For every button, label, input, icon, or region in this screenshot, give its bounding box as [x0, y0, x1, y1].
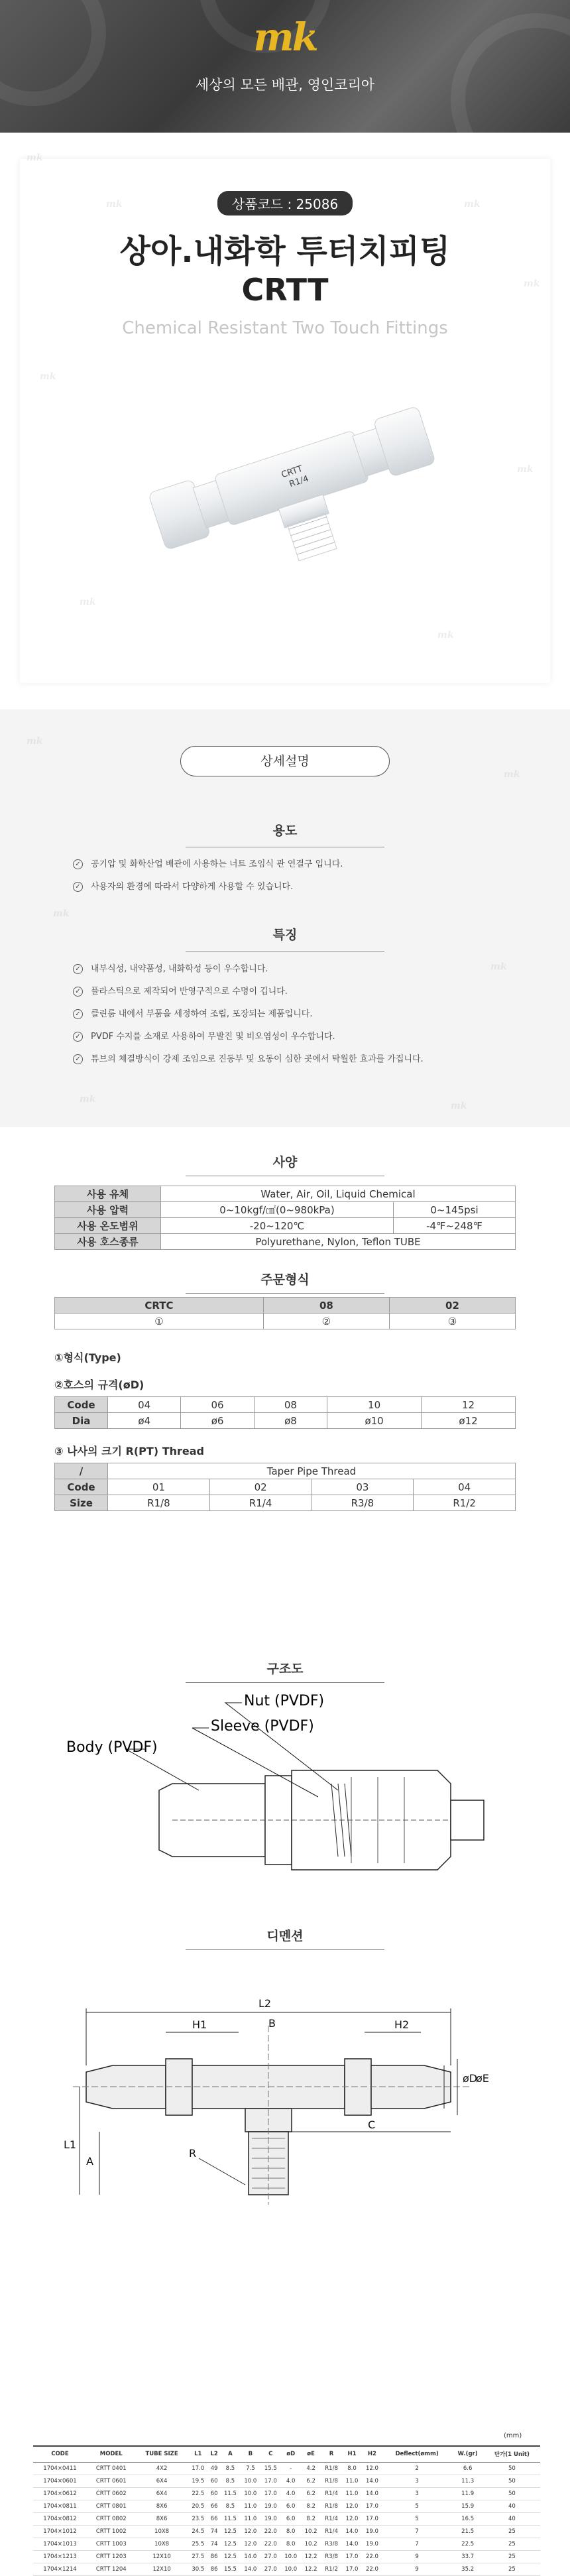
check-icon: ✓ — [73, 1032, 83, 1042]
dimension-cell: 10.0 — [280, 2563, 300, 2575]
dimension-cell: 8.5 — [220, 2462, 240, 2475]
hose-code-row: Code 04 06 08 10 12 — [55, 1397, 516, 1413]
dimension-column-header: Deflect(ømm) — [382, 2446, 452, 2462]
dimension-cell: 11.0 — [342, 2475, 362, 2487]
nut-label: Nut (PVDF) — [244, 1693, 325, 1709]
dimension-cell: R1/4 — [321, 2512, 341, 2525]
dimension-cell: 5 — [382, 2512, 452, 2525]
thread-table — [54, 1463, 516, 1511]
spec-row: 사용 호스종류 Polyurethane, Nylon, Teflon TUBE — [55, 1234, 516, 1250]
dimension-cell: 15.5 — [260, 2462, 280, 2475]
dimension-cell: 12.2 — [301, 2563, 321, 2575]
dimension-cell: 17.0 — [188, 2462, 208, 2475]
order-heading — [0, 1270, 570, 1294]
dimension-cell: 1704×0812 — [33, 2512, 87, 2525]
dimension-cell: 50 — [484, 2487, 540, 2500]
dimension-cell: 12X10 — [136, 2563, 188, 2575]
dimension-table-row — [33, 2512, 540, 2525]
dimension-cell: 9 — [382, 2563, 452, 2575]
feature-item-5: ✓ 튜브의 체결방식이 강제 조임으로 진동부 및 요동이 심한 곳에서 탁월한 효과를 가집니다. — [73, 1052, 424, 1064]
dimension-cell: R1/8 — [321, 2500, 341, 2512]
dimension-cell: 40 — [484, 2500, 540, 2512]
dimension-cell: 16.5 — [452, 2512, 484, 2525]
sleeve-label: Sleeve (PVDF) — [211, 1718, 314, 1735]
dim-label-l1: L1 — [64, 2138, 77, 2151]
dimension-cell: R3/8 — [321, 2550, 341, 2563]
dimension-cell: 4.0 — [280, 2475, 300, 2487]
dimension-cell: CRTT 0601 — [87, 2475, 136, 2487]
dimension-cell: 22.0 — [362, 2550, 382, 2563]
dimension-column-header: H1 — [342, 2446, 362, 2462]
dimension-unit: (mm) — [504, 2432, 522, 2439]
dimension-table-header — [33, 2446, 540, 2462]
dimension-table-row — [33, 2550, 540, 2563]
structure-diagram — [66, 1691, 504, 1890]
feature-item-3: ✓ 클린룸 내에서 부품을 세정하여 조립, 포장되는 제품입니다. — [73, 1007, 312, 1019]
order-code-table — [54, 1297, 516, 1329]
spec-section — [0, 1127, 570, 1598]
dimension-table-row — [33, 2563, 540, 2575]
dimension-cell: - — [280, 2462, 300, 2475]
dimension-cell: 30.5 — [188, 2563, 208, 2575]
dimension-cell: 11.0 — [241, 2500, 260, 2512]
dimension-table-row — [33, 2538, 540, 2550]
dimension-cell: 22.5 — [188, 2487, 208, 2500]
dimension-cell: 2 — [382, 2462, 452, 2475]
dimension-cell: 60 — [208, 2487, 220, 2500]
dimension-heading — [0, 1926, 570, 1950]
order-title: 주문형식 — [260, 1272, 310, 1287]
dimension-cell: 33.7 — [452, 2550, 484, 2563]
type-label: ①형식(Type) — [54, 1351, 121, 1364]
brand-logo-text: mk — [253, 15, 317, 60]
dim-label-c: C — [368, 2118, 376, 2131]
dimension-cell: 27.0 — [260, 2563, 280, 2575]
dim-label-h2: H2 — [394, 2018, 410, 2031]
dimension-cell: 12.0 — [342, 2500, 362, 2512]
dimension-cell: 22.0 — [260, 2538, 280, 2550]
dimension-column-header: R — [321, 2446, 341, 2462]
dimension-cell: 17.0 — [342, 2550, 362, 2563]
dim-label-h1: H1 — [192, 2018, 207, 2031]
features-heading — [0, 925, 570, 951]
dimension-cell: 60 — [208, 2475, 220, 2487]
feature-item-2: ✓ 플라스틱으로 제작되어 반영구적으로 수명이 깁니다. — [73, 984, 288, 997]
structure-section — [0, 1598, 570, 2573]
dim-label-r: R — [189, 2147, 197, 2160]
detail-tab: 상세설명 — [180, 746, 390, 776]
spec-row: 사용 유체 Water, Air, Oil, Liquid Chemical — [55, 1186, 516, 1202]
usage-item-1: ✓ 공기압 및 화학산업 배관에 사용하는 너트 조임식 관 연결구 입니다. — [73, 857, 343, 869]
dimension-cell: 50 — [484, 2462, 540, 2475]
spec-title: 사양 — [272, 1155, 298, 1170]
dimension-cell: CRTT 0801 — [87, 2500, 136, 2512]
dimension-cell: R1/8 — [321, 2475, 341, 2487]
check-icon: ✓ — [73, 964, 83, 974]
thread-size-row: Size R1/8 R1/4 R3/8 R1/2 — [55, 1495, 516, 1511]
usage-item-2: ✓ 사용자의 환경에 따라서 다양하게 사용할 수 있습니다. — [73, 879, 293, 892]
dimension-cell: 7 — [382, 2538, 452, 2550]
dimension-cell: 8.5 — [220, 2475, 240, 2487]
dimension-cell: 35.2 — [452, 2563, 484, 2575]
product-code — [0, 191, 570, 215]
dimension-column-header: W.(gr) — [452, 2446, 484, 2462]
dimension-cell: 23.5 — [188, 2512, 208, 2525]
dimension-cell: 49 — [208, 2462, 220, 2475]
dimension-column-header: 단가(1 Unit) — [484, 2446, 540, 2462]
dimension-cell: 14.0 — [241, 2550, 260, 2563]
dimension-cell: 11.3 — [452, 2475, 484, 2487]
dimension-cell: CRTT 0802 — [87, 2512, 136, 2525]
usage-heading — [0, 821, 570, 847]
dimension-cell: 25 — [484, 2550, 540, 2563]
dimension-cell: 3 — [382, 2487, 452, 2500]
spec-row: 사용 압력 0~10kgf/㎠(0~980kPa) 0~145psi — [55, 1202, 516, 1218]
dimension-cell: 5 — [382, 2500, 452, 2512]
dimension-cell: 66 — [208, 2512, 220, 2525]
product-image — [142, 385, 447, 583]
dimension-cell: 14.0 — [342, 2525, 362, 2538]
dimension-cell: 3 — [382, 2475, 452, 2487]
thread-header-row: / Taper Pipe Thread — [55, 1463, 516, 1479]
dimension-cell: 1704×0811 — [33, 2500, 87, 2512]
dimension-cell: 1704×1213 — [33, 2550, 87, 2563]
check-icon: ✓ — [73, 1054, 83, 1064]
dimension-cell: 8.2 — [301, 2512, 321, 2525]
dimension-cell: 10.2 — [301, 2525, 321, 2538]
dimension-cell: 24.5 — [188, 2525, 208, 2538]
dimension-cell: 6X4 — [136, 2487, 188, 2500]
dimension-cell: 20.5 — [188, 2500, 208, 2512]
dimension-cell: 9 — [382, 2550, 452, 2563]
dimension-cell: 6.2 — [301, 2487, 321, 2500]
check-icon: ✓ — [73, 987, 83, 997]
dimension-cell: 50 — [484, 2475, 540, 2487]
dimension-cell: 1704×0612 — [33, 2487, 87, 2500]
thread-code-row: Code 01 02 03 04 — [55, 1479, 516, 1495]
product-title: 상아.내화학 투터치피팅 — [119, 233, 451, 270]
dimension-table-row — [33, 2525, 540, 2538]
usage-title: 용도 — [272, 824, 298, 838]
dimension-cell: 10.0 — [241, 2487, 260, 2500]
dimension-cell: 19.0 — [362, 2525, 382, 2538]
dimension-cell: 22.5 — [452, 2538, 484, 2550]
dimension-cell: 11.9 — [452, 2487, 484, 2500]
check-icon: ✓ — [73, 859, 83, 869]
dimension-cell: 6X4 — [136, 2475, 188, 2487]
dimension-cell: R1/8 — [321, 2462, 341, 2475]
dimension-cell: 27.0 — [260, 2550, 280, 2563]
dimension-cell: 1704×1214 — [33, 2563, 87, 2575]
dimension-column-header: CODE — [33, 2446, 87, 2462]
dimension-column-header: TUBE SIZE — [136, 2446, 188, 2462]
product-subtitle: Chemical Resistant Two Touch Fittings — [122, 318, 448, 338]
dimension-table — [33, 2445, 540, 2576]
dimension-cell: 7.5 — [241, 2462, 260, 2475]
dimension-cell: 11.5 — [220, 2512, 240, 2525]
dimension-cell: 12.0 — [362, 2462, 382, 2475]
dimension-table-row — [33, 2462, 540, 2475]
dimension-cell: 8.5 — [220, 2500, 240, 2512]
check-icon: ✓ — [73, 882, 83, 892]
dimension-cell: R1/4 — [321, 2487, 341, 2500]
dimension-cell: 10.2 — [301, 2538, 321, 2550]
dimension-cell: 86 — [208, 2563, 220, 2575]
dimension-cell: 86 — [208, 2550, 220, 2563]
dimension-table-row — [33, 2475, 540, 2487]
dimension-cell: 74 — [208, 2525, 220, 2538]
dimension-table-row — [33, 2487, 540, 2500]
brand-tagline: 세상의 모든 배관, 영인코리아 — [195, 77, 375, 93]
dimension-cell: 15.9 — [452, 2500, 484, 2512]
dimension-cell: 25 — [484, 2538, 540, 2550]
check-icon: ✓ — [73, 1009, 83, 1019]
dimension-column-header: øD — [280, 2446, 300, 2462]
dimension-cell: 1704×0411 — [33, 2462, 87, 2475]
dimension-cell: 11.5 — [220, 2487, 240, 2500]
dimension-column-header: L1 — [188, 2446, 208, 2462]
dimension-cell: 27.5 — [188, 2550, 208, 2563]
dimension-column-header: L2 — [208, 2446, 220, 2462]
dimension-cell: 17.0 — [362, 2500, 382, 2512]
dimension-cell: 11.0 — [241, 2512, 260, 2525]
dimension-cell: 12.5 — [220, 2525, 240, 2538]
dimension-cell: 12.2 — [301, 2550, 321, 2563]
dimension-cell: 25.5 — [188, 2538, 208, 2550]
dimension-cell: 8.0 — [280, 2538, 300, 2550]
dimension-column-header: MODEL — [87, 2446, 136, 2462]
dimension-cell: 14.0 — [362, 2475, 382, 2487]
dimension-column-header: C — [260, 2446, 280, 2462]
dimension-column-header: H2 — [362, 2446, 382, 2462]
dimension-cell: 1704×1012 — [33, 2525, 87, 2538]
dimension-cell: 12.0 — [241, 2538, 260, 2550]
dimension-cell: 12.0 — [342, 2512, 362, 2525]
dimension-cell: 1704×0601 — [33, 2475, 87, 2487]
hose-table — [54, 1396, 516, 1429]
dim-label-b: B — [268, 2017, 276, 2030]
product-code-pill: 상품코드 : 25086 — [217, 191, 353, 215]
dimension-cell: 19.5 — [188, 2475, 208, 2487]
dimension-cell: 12.0 — [241, 2525, 260, 2538]
dimension-cell: 12.5 — [220, 2538, 240, 2550]
dimension-cell: 14.0 — [342, 2538, 362, 2550]
dimension-cell: 4X2 — [136, 2462, 188, 2475]
hose-label: ②호스의 규격(øD) — [54, 1379, 144, 1391]
spec-heading — [0, 1152, 570, 1176]
feature-item-1: ✓ 내부식성, 내약품성, 내화학성 등이 우수합니다. — [73, 961, 268, 974]
dimension-cell: 17.0 — [362, 2512, 382, 2525]
dimension-cell: CRTT 0602 — [87, 2487, 136, 2500]
dimension-cell: R1/4 — [321, 2525, 341, 2538]
dimension-cell: 1704×1013 — [33, 2538, 87, 2550]
dimension-cell: 6.0 — [280, 2500, 300, 2512]
dimension-cell: 7 — [382, 2525, 452, 2538]
hose-dia-row: Dia ø4 ø6 ø8 ø10 ø12 — [55, 1413, 516, 1429]
product-body-mark-thread: R1/4 — [288, 473, 310, 490]
dimension-cell: 6.2 — [301, 2475, 321, 2487]
dimension-cell: 19.0 — [260, 2500, 280, 2512]
dimension-cell: CRTT 1203 — [87, 2550, 136, 2563]
dimension-cell: 19.0 — [362, 2538, 382, 2550]
dimension-cell: 10.0 — [241, 2475, 260, 2487]
body-label: Body (PVDF) — [66, 1739, 158, 1756]
features-title: 특징 — [272, 928, 298, 942]
dimension-cell: 4.2 — [301, 2462, 321, 2475]
dimension-cell: 25 — [484, 2525, 540, 2538]
dimension-cell: 22.0 — [362, 2563, 382, 2575]
dimension-cell: 12.5 — [220, 2550, 240, 2563]
dimension-column-header: B — [241, 2446, 260, 2462]
dimension-cell: 6.0 — [280, 2512, 300, 2525]
dimension-cell: 4.0 — [280, 2487, 300, 2500]
dimension-cell: 10X8 — [136, 2538, 188, 2550]
dimension-drawing — [60, 1966, 497, 2218]
product-model: CRTT — [241, 272, 329, 308]
dimension-cell: CRTT 1002 — [87, 2525, 136, 2538]
dimension-cell: 6.6 — [452, 2462, 484, 2475]
dimension-cell: 8X6 — [136, 2500, 188, 2512]
structure-heading — [0, 1659, 570, 1683]
dimension-cell: 17.0 — [260, 2475, 280, 2487]
spec-row: 사용 온도범위 -20~120℃ -4℉~248℉ — [55, 1218, 516, 1234]
dimension-title: 디멘션 — [266, 1929, 304, 1943]
dim-label-l2: L2 — [258, 1997, 272, 2010]
dimension-cell: 74 — [208, 2538, 220, 2550]
dimension-cell: 12X10 — [136, 2550, 188, 2563]
dimension-cell: CRTT 1204 — [87, 2563, 136, 2575]
dimension-cell: R3/8 — [321, 2538, 341, 2550]
dimension-cell: 11.0 — [342, 2487, 362, 2500]
dimension-cell: 8.2 — [301, 2500, 321, 2512]
dimension-table-row — [33, 2500, 540, 2512]
dimension-column-header: øE — [301, 2446, 321, 2462]
thread-label: ③ 나사의 크기 R(PT) Thread — [54, 1445, 204, 1457]
order-code-row: CRTC 08 02 — [55, 1298, 516, 1314]
dimension-cell: 8.0 — [280, 2525, 300, 2538]
dimension-cell: 14.0 — [241, 2563, 260, 2575]
dimension-cell: 10X8 — [136, 2525, 188, 2538]
order-mark-row: ① ② ③ — [55, 1314, 516, 1329]
spec-table — [54, 1186, 516, 1250]
dimension-cell: 25 — [484, 2563, 540, 2575]
detail-section: 상세설명 용도 ✓ 공기압 및 화학산업 배관에 사용하는 너트 조임식 관 연결구 입니다. ✓ 사용자의 환경에 따라서 다양하게 사용할 수 있습니다. 특징 ✓ 내부식성, 내약품성, 내화학성 등이 우수합니다. ✓ 플라스틱으로 제작되어 반영구적으로 수명이 깁니다. ✓ 클린룸 내에서 부품을 세정하여 조립, 포장되는 제품입니다. ✓ PVDF 수지를 소재로 사용하여 무발진 및 비오염성이 우수합니다. ✓ 튜브의 체결방식이 강제 조임으로 진동부 및 요동이 심한 곳에서 탁월한 효과를 가집니다. mk mk mk mk mk mk — [0, 709, 570, 1127]
structure-title: 구조도 — [266, 1662, 304, 1676]
dimension-cell: CRTT 1003 — [87, 2538, 136, 2550]
hero-section: mk 세상의 모든 배관, 영인코리아 상품코드 : 25086 상아.내화학 투터치피팅 CRTT Chemical Resistant Two Touch Fittings CRTT R1/4 mk mk mk mk mk mk mk mk — [0, 0, 570, 709]
dimension-cell: 10.0 — [280, 2550, 300, 2563]
dimension-cell: 17.0 — [260, 2487, 280, 2500]
dimension-cell: 8.0 — [342, 2462, 362, 2475]
dimension-cell: 66 — [208, 2500, 220, 2512]
dimension-cell: R1/2 — [321, 2563, 341, 2575]
dimension-cell: 22.0 — [260, 2525, 280, 2538]
dimension-cell: 14.0 — [362, 2487, 382, 2500]
feature-item-4: ✓ PVDF 수지를 소재로 사용하여 무발진 및 비오염성이 우수합니다. — [73, 1029, 335, 1042]
dimension-cell: CRTT 0401 — [87, 2462, 136, 2475]
dimension-cell: 8X6 — [136, 2512, 188, 2525]
product-body-mark-model: CRTT — [280, 463, 304, 481]
dimension-column-header: A — [220, 2446, 240, 2462]
dimension-cell: 19.0 — [260, 2512, 280, 2525]
dimension-cell: 15.5 — [220, 2563, 240, 2575]
dim-label-phie: øE — [476, 2072, 489, 2085]
dimension-cell: 21.5 — [452, 2525, 484, 2538]
dimension-cell: 40 — [484, 2512, 540, 2525]
dimension-cell: 17.0 — [342, 2563, 362, 2575]
dim-label-phid: øD — [463, 2072, 478, 2085]
brand-logo — [0, 15, 570, 60]
dim-label-a: A — [86, 2155, 93, 2168]
